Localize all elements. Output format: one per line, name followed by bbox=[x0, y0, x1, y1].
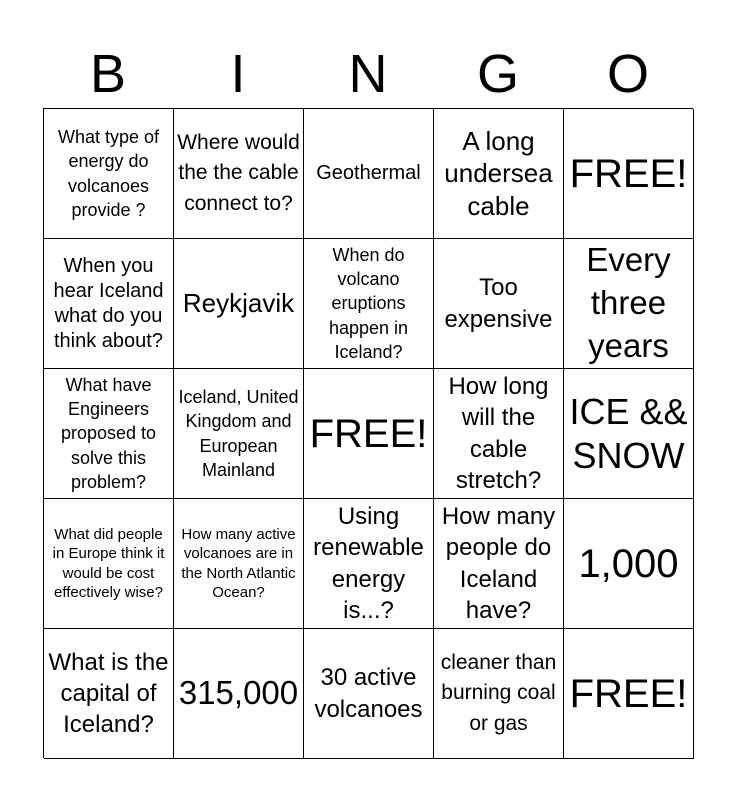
bingo-cell-r3c5[interactable] bbox=[564, 369, 694, 499]
bingo-cell-r4c3[interactable] bbox=[304, 499, 434, 629]
bingo-cell-r3c3-free[interactable] bbox=[304, 369, 434, 499]
cell-text: How long will the cable stretch? bbox=[448, 373, 549, 494]
bingo-cell-r3c1[interactable] bbox=[44, 369, 174, 499]
cell-text: Where would the the cable connect to? bbox=[177, 130, 300, 215]
cell-text: FREE! bbox=[569, 671, 688, 716]
bingo-cell-r4c1[interactable] bbox=[44, 499, 174, 629]
cell-text: What have Engineers proposed to solve this problem? bbox=[60, 374, 157, 492]
bingo-cell-r2c2[interactable] bbox=[174, 239, 304, 369]
bingo-cell-r2c1[interactable] bbox=[44, 239, 174, 369]
cell-text: Too expensive bbox=[444, 274, 553, 333]
bingo-cell-r4c2[interactable] bbox=[174, 499, 304, 629]
bingo-cell-r2c3[interactable] bbox=[304, 239, 434, 369]
bingo-cell-r5c5-free[interactable] bbox=[564, 629, 694, 759]
cell-text: FREE! bbox=[309, 411, 428, 456]
bingo-cell-r2c4[interactable] bbox=[434, 239, 564, 369]
header-letter-n: N bbox=[348, 44, 388, 104]
cell-text: ICE && SNOW bbox=[569, 391, 688, 476]
bingo-header bbox=[43, 40, 693, 108]
cell-text: 315,000 bbox=[178, 674, 299, 712]
bingo-cell-r5c4[interactable] bbox=[434, 629, 564, 759]
bingo-cell-r4c5[interactable] bbox=[564, 499, 694, 629]
bingo-cell-r1c1[interactable] bbox=[44, 109, 174, 239]
cell-text: Reykjavik bbox=[182, 288, 295, 319]
cell-text: 30 active volcanoes bbox=[314, 664, 423, 723]
bingo-card-grid bbox=[43, 108, 693, 758]
bingo-cell-r3c2[interactable] bbox=[174, 369, 304, 499]
bingo-cell-r4c4[interactable] bbox=[434, 499, 564, 629]
bingo-cell-r2c5[interactable] bbox=[564, 239, 694, 369]
bingo-cell-r1c3[interactable] bbox=[304, 109, 434, 239]
cell-text: cleaner than burning coal or gas bbox=[440, 650, 557, 735]
bingo-cell-r5c2[interactable] bbox=[174, 629, 304, 759]
cell-text: FREE! bbox=[569, 151, 688, 196]
cell-text: Geothermal bbox=[316, 162, 421, 184]
bingo-cell-r3c4[interactable] bbox=[434, 369, 564, 499]
cell-text: Using renewable energy is...? bbox=[313, 503, 424, 624]
cell-text: A long undersea cable bbox=[444, 125, 553, 221]
cell-text: What did people in Europe think it would be cost effectively wise? bbox=[52, 525, 165, 601]
cell-text: How many people do Iceland have? bbox=[441, 503, 556, 624]
header-letter-b: B bbox=[89, 44, 127, 104]
bingo-cell-r1c4[interactable] bbox=[434, 109, 564, 239]
header-letter-i: I bbox=[230, 44, 246, 104]
bingo-cell-r1c2[interactable] bbox=[174, 109, 304, 239]
cell-text: 1,000 bbox=[578, 541, 679, 586]
cell-text: When you hear Iceland what do you think about? bbox=[53, 254, 164, 352]
bingo-cell-r5c3[interactable] bbox=[304, 629, 434, 759]
cell-text: How many active volcanoes are in the North Atlantic Ocean? bbox=[181, 525, 296, 601]
cell-text: What is the capital of Iceland? bbox=[48, 648, 169, 739]
cell-text: Every three years bbox=[586, 241, 671, 364]
header-letter-o: O bbox=[606, 44, 649, 104]
cell-text: When do volcano eruptions happen in Iceland? bbox=[328, 244, 409, 362]
cell-text: Iceland, United Kingdom and European Mainland bbox=[178, 386, 299, 480]
cell-text: What type of energy do volcanoes provide ? bbox=[57, 126, 160, 220]
bingo-cell-r1c5-free[interactable] bbox=[564, 109, 694, 239]
header-letter-g: G bbox=[476, 44, 519, 104]
bingo-cell-r5c1[interactable] bbox=[44, 629, 174, 759]
